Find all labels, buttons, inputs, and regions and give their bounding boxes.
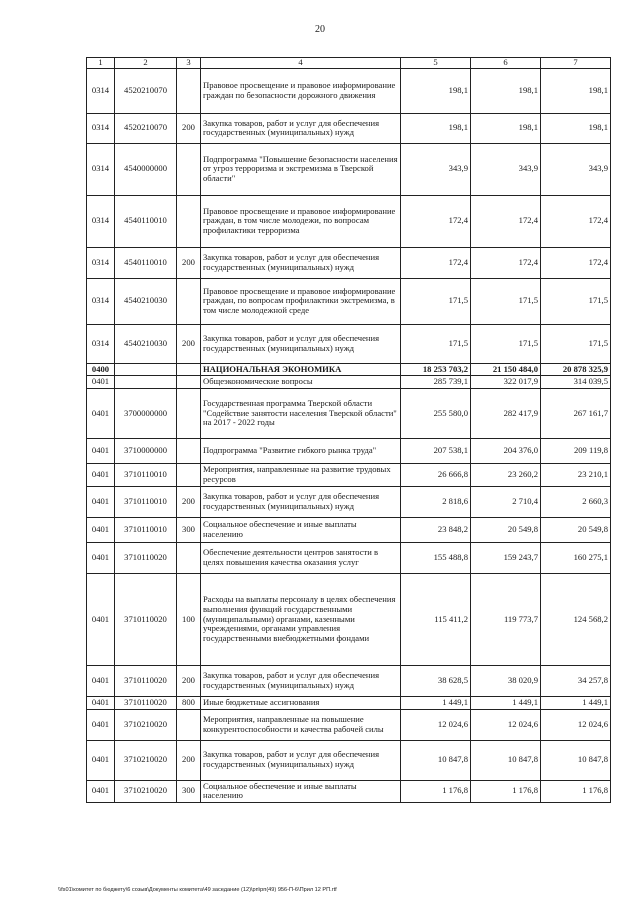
cell-amount-col7: 20 878 325,9 [541, 363, 611, 376]
cell-amount-col5: 171,5 [401, 278, 471, 324]
cell-target-code: 4520210070 [115, 68, 177, 113]
cell-target-code: 3710110020 [115, 542, 177, 573]
cell-expense-type: 200 [177, 740, 201, 780]
cell-amount-col6: 171,5 [471, 324, 541, 363]
table-row [87, 247, 611, 278]
table-row [87, 517, 611, 542]
cell-item-name: Социальное обеспечение и иные выплаты населению [201, 517, 401, 542]
column-header: 2 [115, 58, 177, 69]
cell-section-code: 0314 [87, 143, 115, 195]
cell-expense-type: 200 [177, 486, 201, 517]
cell-amount-col5: 23 848,2 [401, 517, 471, 542]
cell-section-code: 0314 [87, 278, 115, 324]
cell-section-code: 0401 [87, 709, 115, 740]
cell-amount-col7: 12 024,6 [541, 709, 611, 740]
cell-amount-col5: 10 847,8 [401, 740, 471, 780]
cell-target-code: 3710110020 [115, 696, 177, 709]
cell-section-code: 0401 [87, 780, 115, 802]
table-row [87, 388, 611, 438]
cell-section-code: 0401 [87, 740, 115, 780]
cell-amount-col6: 322 017,9 [471, 376, 541, 389]
cell-amount-col7: 20 549,8 [541, 517, 611, 542]
column-header: 3 [177, 58, 201, 69]
cell-expense-type [177, 709, 201, 740]
cell-target-code: 3710110010 [115, 463, 177, 486]
cell-amount-col7: 198,1 [541, 113, 611, 143]
cell-target-code: 3710110010 [115, 486, 177, 517]
cell-amount-col5: 198,1 [401, 68, 471, 113]
cell-amount-col6: 204 376,0 [471, 438, 541, 463]
cell-item-name: Закупка товаров, работ и услуг для обеспечения государственных (муниципальных) нужд [201, 665, 401, 696]
cell-target-code: 4540000000 [115, 143, 177, 195]
cell-section-code: 0401 [87, 376, 115, 389]
cell-expense-type [177, 68, 201, 113]
cell-amount-col7: 171,5 [541, 278, 611, 324]
cell-item-name: Закупка товаров, работ и услуг для обеспечения государственных (муниципальных) нужд [201, 486, 401, 517]
cell-section-code: 0401 [87, 573, 115, 665]
budget-table [86, 57, 611, 803]
table-row [87, 542, 611, 573]
cell-amount-col6: 12 024,6 [471, 709, 541, 740]
cell-amount-col7: 23 210,1 [541, 463, 611, 486]
cell-amount-col6: 198,1 [471, 113, 541, 143]
cell-amount-col5: 1 176,8 [401, 780, 471, 802]
cell-amount-col7: 34 257,8 [541, 665, 611, 696]
cell-expense-type [177, 388, 201, 438]
cell-amount-col6: 23 260,2 [471, 463, 541, 486]
cell-expense-type: 200 [177, 247, 201, 278]
cell-section-code: 0401 [87, 438, 115, 463]
cell-expense-type: 800 [177, 696, 201, 709]
cell-expense-type [177, 438, 201, 463]
cell-amount-col5: 343,9 [401, 143, 471, 195]
table-row [87, 740, 611, 780]
column-header: 5 [401, 58, 471, 69]
cell-item-name: Закупка товаров, работ и услуг для обеспечения государственных (муниципальных) нужд [201, 740, 401, 780]
cell-expense-type: 300 [177, 517, 201, 542]
cell-item-name: Правовое просвещение и правовое информирование граждан по безопасности дорожного движения [201, 68, 401, 113]
table-header-row [87, 58, 611, 69]
cell-amount-col6: 198,1 [471, 68, 541, 113]
cell-item-name: НАЦИОНАЛЬНАЯ ЭКОНОМИКА [201, 363, 401, 376]
cell-section-code: 0314 [87, 247, 115, 278]
cell-item-name: Обеспечение деятельности центров занятости в целях повышения качества оказания услуг [201, 542, 401, 573]
table-row [87, 278, 611, 324]
cell-amount-col5: 2 818,6 [401, 486, 471, 517]
cell-item-name: Правовое просвещение и правовое информирование граждан, в том числе молодежи, по вопросам профилактики терроризма [201, 195, 401, 247]
cell-amount-col6: 172,4 [471, 195, 541, 247]
table-row [87, 709, 611, 740]
cell-amount-col5: 26 666,8 [401, 463, 471, 486]
cell-section-code: 0401 [87, 388, 115, 438]
cell-amount-col6: 343,9 [471, 143, 541, 195]
cell-amount-col6: 38 020,9 [471, 665, 541, 696]
cell-expense-type [177, 278, 201, 324]
cell-amount-col5: 198,1 [401, 113, 471, 143]
column-header: 7 [541, 58, 611, 69]
cell-section-code: 0401 [87, 696, 115, 709]
table-row [87, 363, 611, 376]
cell-expense-type [177, 542, 201, 573]
cell-target-code: 3710110010 [115, 517, 177, 542]
cell-amount-col7: 172,4 [541, 195, 611, 247]
cell-expense-type [177, 376, 201, 389]
cell-amount-col5: 155 488,8 [401, 542, 471, 573]
cell-expense-type: 200 [177, 113, 201, 143]
cell-expense-type: 100 [177, 573, 201, 665]
cell-amount-col7: 171,5 [541, 324, 611, 363]
cell-item-name: Подпрограмма "Развитие гибкого рынка труда" [201, 438, 401, 463]
cell-amount-col7: 314 039,5 [541, 376, 611, 389]
cell-section-code: 0314 [87, 68, 115, 113]
cell-item-name: Социальное обеспечение и иные выплаты населению [201, 780, 401, 802]
cell-target-code: 3710210020 [115, 740, 177, 780]
cell-expense-type [177, 195, 201, 247]
cell-expense-type: 300 [177, 780, 201, 802]
table-row [87, 573, 611, 665]
cell-target-code [115, 376, 177, 389]
cell-expense-type: 200 [177, 665, 201, 696]
table-row [87, 143, 611, 195]
cell-target-code: 4540110010 [115, 195, 177, 247]
cell-amount-col6: 21 150 484,0 [471, 363, 541, 376]
cell-amount-col5: 38 628,5 [401, 665, 471, 696]
cell-section-code: 0401 [87, 486, 115, 517]
cell-amount-col5: 171,5 [401, 324, 471, 363]
cell-amount-col5: 115 411,2 [401, 573, 471, 665]
cell-amount-col5: 172,4 [401, 195, 471, 247]
cell-amount-col5: 207 538,1 [401, 438, 471, 463]
cell-amount-col6: 1 449,1 [471, 696, 541, 709]
cell-amount-col6: 172,4 [471, 247, 541, 278]
cell-amount-col6: 282 417,9 [471, 388, 541, 438]
cell-item-name: Расходы на выплаты персоналу в целях обеспечения выполнения функций государственными (муниципальными) органами, казенными учреждениями, органами управления государственными внебюджетными фондами [201, 573, 401, 665]
cell-item-name: Мероприятия, направленные на повышение конкурентоспособности и качества рабочей силы [201, 709, 401, 740]
cell-amount-col6: 119 773,7 [471, 573, 541, 665]
table-row [87, 195, 611, 247]
cell-amount-col7: 1 449,1 [541, 696, 611, 709]
cell-amount-col5: 255 580,0 [401, 388, 471, 438]
cell-section-code: 0314 [87, 324, 115, 363]
table-row [87, 463, 611, 486]
table-row [87, 665, 611, 696]
cell-amount-col7: 172,4 [541, 247, 611, 278]
cell-item-name: Общеэкономические вопросы [201, 376, 401, 389]
cell-item-name: Закупка товаров, работ и услуг для обеспечения государственных (муниципальных) нужд [201, 324, 401, 363]
cell-target-code: 3710210020 [115, 709, 177, 740]
column-header: 4 [201, 58, 401, 69]
cell-item-name: Государственная программа Тверской области "Содействие занятости населения Тверской области" на 2017 - 2022 годы [201, 388, 401, 438]
footer-file-path: \\fs01\комитет по бюджету\6 созыв\Документы комитета\49 заседание (12)\рп\рп(49) 956-П-6\Прил 12 РП.rtf [58, 887, 337, 893]
cell-expense-type [177, 143, 201, 195]
cell-amount-col6: 20 549,8 [471, 517, 541, 542]
cell-amount-col7: 160 275,1 [541, 542, 611, 573]
cell-amount-col5: 285 739,1 [401, 376, 471, 389]
page-number: 20 [315, 24, 325, 35]
cell-item-name: Закупка товаров, работ и услуг для обеспечения государственных (муниципальных) нужд [201, 247, 401, 278]
cell-target-code: 3700000000 [115, 388, 177, 438]
column-header: 6 [471, 58, 541, 69]
table-row [87, 68, 611, 113]
cell-amount-col5: 12 024,6 [401, 709, 471, 740]
cell-section-code: 0314 [87, 195, 115, 247]
table-row [87, 324, 611, 363]
table-row [87, 696, 611, 709]
cell-amount-col7: 209 119,8 [541, 438, 611, 463]
cell-item-name: Правовое просвещение и правовое информирование граждан, по вопросам профилактики экстремизма, в том числе молодежной среде [201, 278, 401, 324]
cell-amount-col7: 343,9 [541, 143, 611, 195]
cell-item-name: Закупка товаров, работ и услуг для обеспечения государственных (муниципальных) нужд [201, 113, 401, 143]
cell-section-code: 0401 [87, 665, 115, 696]
cell-section-code: 0401 [87, 517, 115, 542]
cell-amount-col6: 10 847,8 [471, 740, 541, 780]
cell-item-name: Подпрограмма "Повышение безопасности населения от угроз терроризма и экстремизма в Тверской области" [201, 143, 401, 195]
cell-item-name: Мероприятия, направленные на развитие трудовых ресурсов [201, 463, 401, 486]
cell-target-code: 3710110020 [115, 573, 177, 665]
column-header: 1 [87, 58, 115, 69]
table-row [87, 376, 611, 389]
cell-expense-type [177, 363, 201, 376]
cell-expense-type [177, 463, 201, 486]
cell-amount-col6: 2 710,4 [471, 486, 541, 517]
cell-amount-col7: 267 161,7 [541, 388, 611, 438]
cell-amount-col7: 1 176,8 [541, 780, 611, 802]
cell-target-code [115, 363, 177, 376]
cell-expense-type: 200 [177, 324, 201, 363]
cell-target-code: 4540110010 [115, 247, 177, 278]
cell-amount-col7: 198,1 [541, 68, 611, 113]
cell-amount-col7: 124 568,2 [541, 573, 611, 665]
cell-amount-col5: 1 449,1 [401, 696, 471, 709]
cell-item-name: Иные бюджетные ассигнования [201, 696, 401, 709]
cell-target-code: 3710000000 [115, 438, 177, 463]
cell-target-code: 4540210030 [115, 324, 177, 363]
cell-section-code: 0400 [87, 363, 115, 376]
table-row [87, 438, 611, 463]
cell-target-code: 4520210070 [115, 113, 177, 143]
table-row [87, 780, 611, 802]
table-row [87, 486, 611, 517]
cell-target-code: 3710110020 [115, 665, 177, 696]
cell-target-code: 3710210020 [115, 780, 177, 802]
cell-amount-col6: 1 176,8 [471, 780, 541, 802]
cell-amount-col5: 18 253 703,2 [401, 363, 471, 376]
cell-amount-col6: 171,5 [471, 278, 541, 324]
cell-amount-col7: 2 660,3 [541, 486, 611, 517]
cell-amount-col5: 172,4 [401, 247, 471, 278]
cell-target-code: 4540210030 [115, 278, 177, 324]
cell-section-code: 0314 [87, 113, 115, 143]
cell-amount-col6: 159 243,7 [471, 542, 541, 573]
table-row [87, 113, 611, 143]
cell-section-code: 0401 [87, 542, 115, 573]
cell-section-code: 0401 [87, 463, 115, 486]
cell-amount-col7: 10 847,8 [541, 740, 611, 780]
